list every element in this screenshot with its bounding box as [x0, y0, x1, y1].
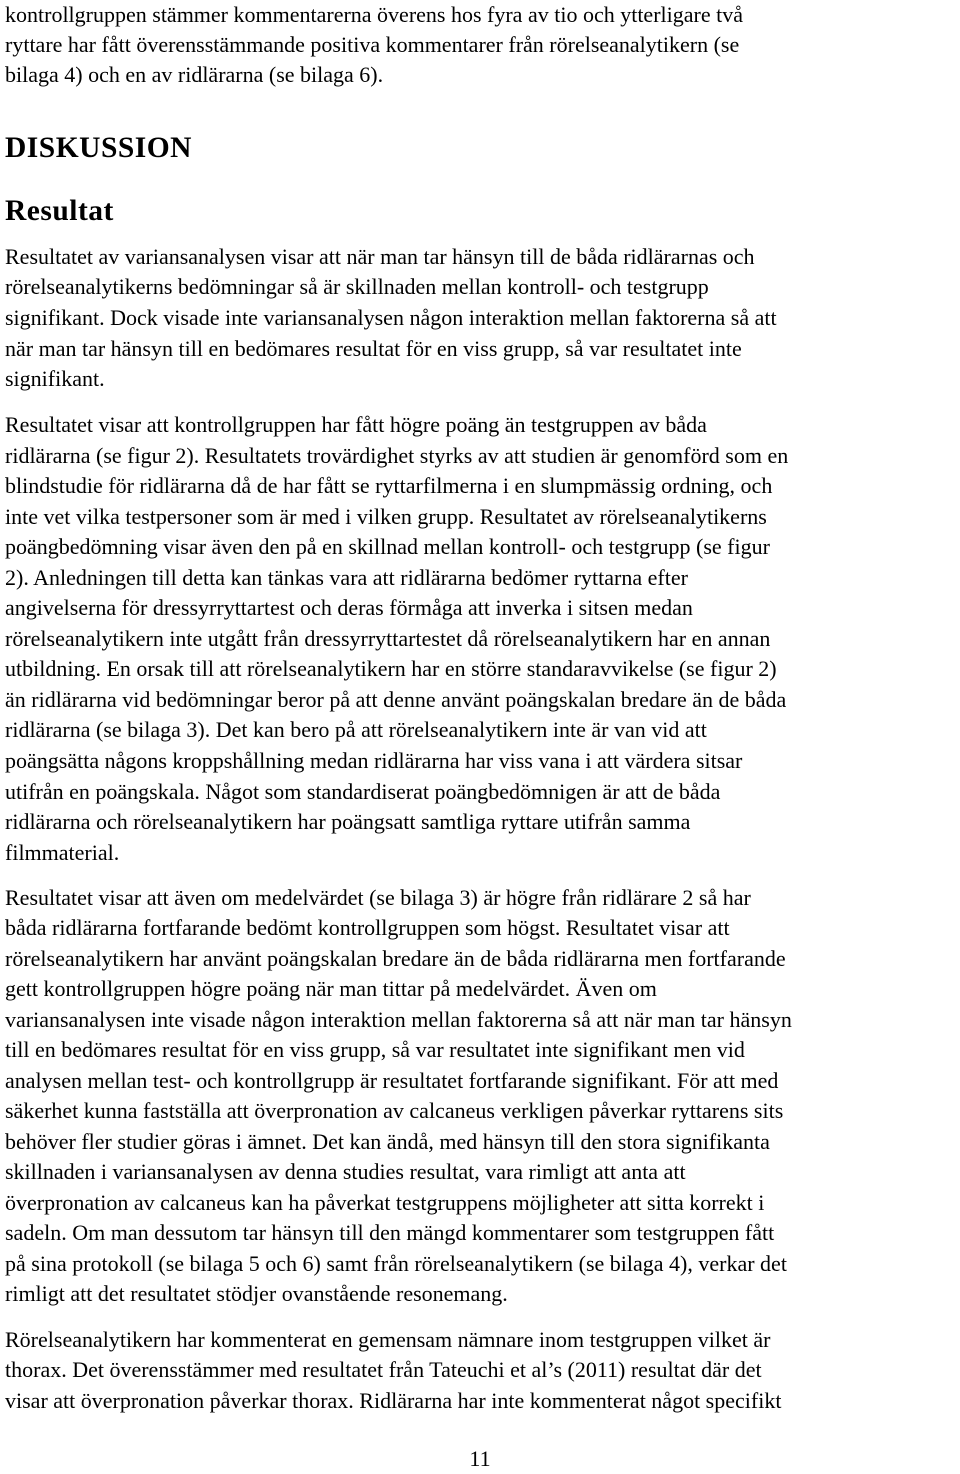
paragraph-line: Resultatet av variansanalysen visar att när man tar hänsyn till de båda ridlärarnas och	[5, 244, 755, 269]
paragraph-line: skillnaden i variansanalysen av denna studies resultat, vara rimligt att anta att	[5, 1159, 686, 1184]
paragraph-line: poängsätta någons kroppshållning medan ridlärarna har viss vana i att värdera sitsar	[5, 748, 743, 773]
paragraph-line: överpronation av calcaneus kan ha påverkat testgruppens möjligheter att sitta korrekt i	[5, 1190, 765, 1215]
paragraph-line: analysen mellan test- och kontrollgrupp är resultatet fortfarande signifikant. För att med	[5, 1068, 779, 1093]
paragraph-line: 2). Anledningen till detta kan tänkas vara att ridlärarna bedömer ryttarna efter	[5, 565, 688, 590]
paragraph-line: utifrån en poängskala. Något som standardiserat poängbedömnigen är att de båda	[5, 779, 721, 804]
paragraph-line: rörelseanalytikern har använt poängskalan bredare än de båda ridlärarna men fortfarande	[5, 946, 786, 971]
paragraph-line: på sina protokoll (se bilaga 5 och 6) samt från rörelseanalytikern (se bilaga 4), verkar det	[5, 1251, 787, 1276]
paragraph-line: gett kontrollgruppen högre poäng när man tittar på medelvärdet. Även om	[5, 976, 657, 1001]
intro-line: bilaga 4) och en av ridlärarna (se bilaga 6).	[5, 62, 384, 87]
paragraph-line: Resultatet visar att även om medelvärdet (se bilaga 3) är högre från ridlärare 2 så har	[5, 885, 751, 910]
paragraph-line: poängbedömning visar även den på en skillnad mellan kontroll- och testgrupp (se figur	[5, 534, 770, 559]
paragraph-line: ridlärarna (se bilaga 3). Det kan bero på att rörelseanalytikern inte är van vid att	[5, 717, 707, 742]
paragraph-line: ridlärarna och rörelseanalytikern har poängsatt samtliga ryttare utifrån samma	[5, 809, 691, 834]
paragraph-line: Rörelseanalytikern har kommenterat en gemensam nämnare inom testgruppen vilket är	[5, 1327, 771, 1352]
paragraph-line: rimligt att det resultatet stödjer ovanstående resonemang.	[5, 1281, 508, 1306]
paragraph-line: angivelserna för dressyrryttartest och deras förmåga att inverka i sitsen medan	[5, 595, 693, 620]
paragraph-line: Resultatet visar att kontrollgruppen har fått högre poäng än testgruppen av båda	[5, 412, 707, 437]
section-heading: DISKUSSION	[5, 132, 192, 164]
paragraph-line: signifikant. Dock visade inte variansanalysen någon interaktion mellan faktorerna så att	[5, 305, 777, 330]
paragraph-line: båda ridlärarna fortfarande bedömt kontrollgruppen som högst. Resultatet visar att	[5, 915, 730, 940]
intro-line: ryttare har fått överensstämmande positiva kommentarer från rörelseanalytikern (se	[5, 32, 740, 57]
page-number: 11	[469, 1446, 491, 1471]
paragraph-line: behöver fler studier göras i ämnet. Det kan ändå, med hänsyn till den stora signifikanta	[5, 1129, 770, 1154]
paragraph-line: säkerhet kunna fastställa att överpronation av calcaneus verkligen påverkar ryttarens sits	[5, 1098, 784, 1123]
paragraph-line: variansanalysen inte visade någon interaktion mellan faktorerna så att när man tar hänsyn	[5, 1007, 792, 1032]
paragraph-line: signifikant.	[5, 366, 105, 391]
paragraph-line: rörelseanalytikern inte utgått från dressyrryttartestet då rörelseanalytikern har en annan	[5, 626, 771, 651]
paragraph-line: filmmaterial.	[5, 840, 120, 865]
paragraph-line: ridlärarna (se figur 2). Resultatets trovärdighet styrks av att studien är genomförd som en	[5, 443, 789, 468]
paragraph-line: visar att överpronation påverkar thorax. Ridlärarna har inte kommenterat något specifikt	[5, 1388, 782, 1413]
paragraph-line: utbildning. En orsak till att rörelseanalytikern har en större standaravvikelse (se figur 2)	[5, 656, 777, 681]
paragraph-line: inte vet vilka testpersoner som är med i vilken grupp. Resultatet av rörelseanalytikerns	[5, 504, 767, 529]
paragraph-line: än ridlärarna vid bedömningar beror på att denne använt poängskalan bredare än de båda	[5, 687, 787, 712]
paragraph-line: rörelseanalytikerns bedömningar så är skillnaden mellan kontroll- och testgrupp	[5, 274, 709, 299]
paragraph-line: blindstudie för ridlärarna då de har fått se ryttarfilmerna i en slumpmässig ordning, och	[5, 473, 773, 498]
paragraph-line: till en bedömares resultat för en viss grupp, så var resultatet inte signifikant men vid	[5, 1037, 745, 1062]
paragraph-line: när man tar hänsyn till en bedömares resultat för en viss grupp, så var resultatet inte	[5, 336, 742, 361]
paragraph-line: sadeln. Om man dessutom tar hänsyn till den mängd kommentarer som testgruppen fått	[5, 1220, 775, 1245]
subsection-heading: Resultat	[5, 195, 114, 227]
paragraph-line: thorax. Det överensstämmer med resultatet från Tateuchi et al’s (2011) resultat där det	[5, 1357, 762, 1382]
intro-line: kontrollgruppen stämmer kommentarerna överens hos fyra av tio och ytterligare två	[5, 2, 743, 27]
